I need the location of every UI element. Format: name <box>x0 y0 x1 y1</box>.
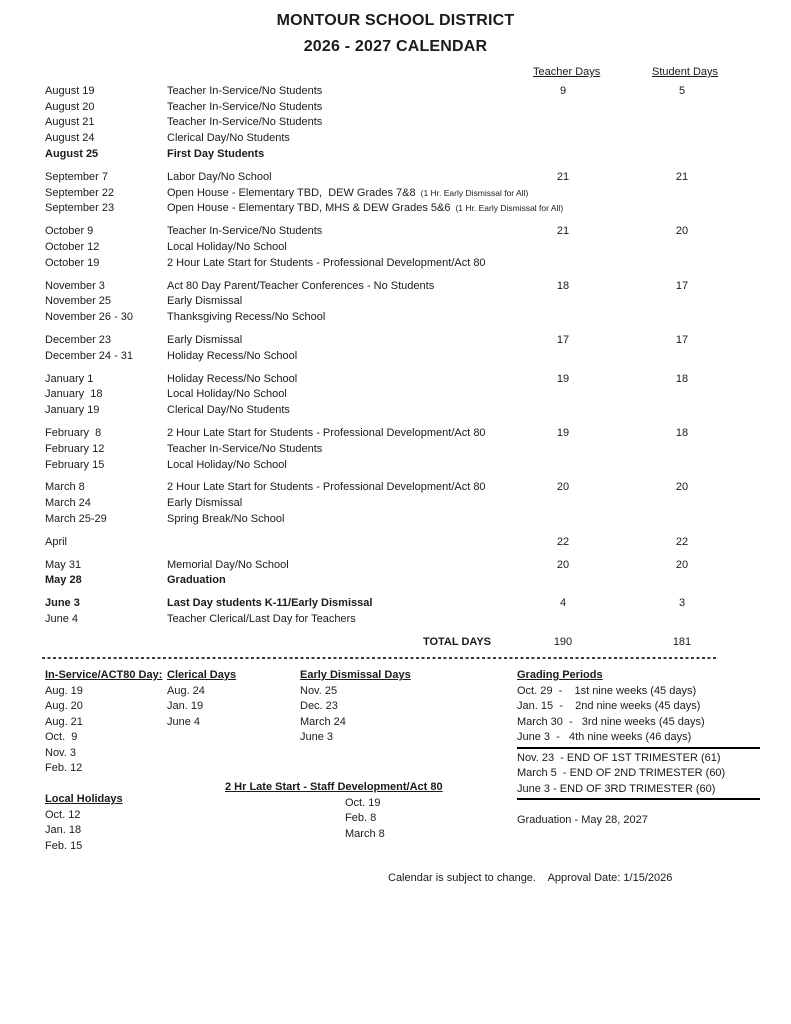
local-holiday-date: Jan. 18 <box>45 824 82 836</box>
event-date: August 20 <box>45 100 95 113</box>
calendar-row <box>0 310 791 326</box>
calendar-row <box>0 100 791 116</box>
calendar-table <box>0 84 791 628</box>
teacher-days-count: 21 <box>556 225 570 238</box>
calendar-row <box>0 458 791 474</box>
footer-note: Calendar is subject to change. Approval Date: 1/15/2026 <box>388 872 673 884</box>
student-days-count: 20 <box>675 481 689 494</box>
event-date: December 24 - 31 <box>45 349 134 362</box>
student-days-count: 17 <box>675 333 689 346</box>
calendar-row <box>0 333 791 349</box>
teacher-days-count <box>533 131 593 147</box>
total-days-row <box>0 635 791 651</box>
column-gap <box>593 310 652 326</box>
footnotes-section <box>0 668 791 878</box>
teacher-days-count: 22 <box>556 535 570 548</box>
event-description: Spring Break/No School <box>167 512 285 525</box>
column-gap <box>593 458 652 474</box>
clerical-day-date: Jan. 19 <box>167 700 204 712</box>
calendar-row <box>0 147 791 163</box>
teacher-days-count <box>533 100 593 116</box>
teacher-days-count <box>533 240 593 256</box>
event-date: August 21 <box>45 116 95 129</box>
calendar-row <box>0 426 791 442</box>
event-description: Local Holiday/No School <box>167 458 287 471</box>
column-gap <box>593 535 652 551</box>
grading-period-row: Oct. 29 - 1st nine weeks (45 days) <box>517 684 697 697</box>
grading-divider-rule <box>517 798 760 800</box>
event-date: January 18 <box>45 388 103 401</box>
event-description: Graduation <box>167 574 226 587</box>
column-gap <box>593 131 652 147</box>
calendar-month-group <box>0 480 791 527</box>
nine-weeks-list <box>517 684 762 746</box>
column-gap <box>593 186 652 202</box>
event-description: Teacher In-Service/No Students <box>167 225 323 238</box>
event-date: August 24 <box>45 132 95 145</box>
column-gap <box>593 496 652 512</box>
late-start-date: Feb. 8 <box>345 812 377 824</box>
teacher-days-count <box>533 612 593 628</box>
clerical-days-column <box>167 668 292 730</box>
column-gap <box>593 279 652 295</box>
calendar-month-group <box>0 558 791 590</box>
student-days-count <box>652 349 712 365</box>
calendar-row <box>0 387 791 403</box>
calendar-row <box>0 496 791 512</box>
student-days-count <box>652 496 712 512</box>
student-days-count: 18 <box>675 372 689 385</box>
calendar-row <box>0 256 791 272</box>
in-service-list <box>45 684 170 777</box>
column-gap <box>593 65 652 81</box>
teacher-days-count <box>533 147 593 163</box>
calendar-row <box>0 403 791 419</box>
column-gap <box>593 84 652 100</box>
local-holiday-date: Feb. 15 <box>45 839 83 852</box>
event-note: (1 Hr. Early Dismissal for All) <box>420 187 529 198</box>
calendar-row <box>0 535 791 551</box>
event-description: Early Dismissal <box>167 497 243 510</box>
event-description: Teacher In-Service/No Students <box>167 84 323 97</box>
student-days-count <box>652 573 712 589</box>
event-description: Open House - Elementary TBD, MHS & DEW Grades 5&6 (1 Hr. Early Dismissal for All) <box>167 202 564 215</box>
calendar-row <box>0 240 791 256</box>
column-gap <box>593 147 652 163</box>
column-gap <box>593 403 652 419</box>
in-service-date: Feb. 12 <box>45 762 83 774</box>
event-date: August 25 <box>45 147 99 160</box>
student-days-count: 18 <box>675 426 689 439</box>
clerical-day-date: June 4 <box>167 715 201 728</box>
in-service-date: Oct. 9 <box>45 731 78 743</box>
local-holidays-heading: Local Holidays <box>45 793 123 805</box>
clerical-days-list <box>167 684 292 731</box>
in-service-heading: In-Service/ACT80 Day: <box>45 669 163 681</box>
column-gap <box>593 100 652 116</box>
student-days-count <box>652 403 712 419</box>
event-date: April <box>45 535 68 548</box>
event-description: Teacher In-Service/No Students <box>167 116 323 129</box>
event-date: March 25-29 <box>45 512 107 525</box>
calendar-month-group <box>0 426 791 473</box>
event-description: Clerical Day/No Students <box>167 132 290 145</box>
event-description <box>167 535 533 551</box>
teacher-days-count: 19 <box>556 372 570 385</box>
column-gap <box>593 201 652 217</box>
total-days-label: TOTAL DAYS <box>422 635 491 648</box>
teacher-days-count <box>533 186 593 202</box>
column-gap <box>593 115 652 131</box>
event-note: (1 Hr. Early Dismissal for All) <box>455 203 564 214</box>
student-days-count <box>652 147 712 163</box>
student-days-count <box>652 186 712 202</box>
total-student-days: 181 <box>672 635 692 648</box>
late-start-list <box>225 796 475 843</box>
student-days-count: 20 <box>675 558 689 571</box>
teacher-days-count <box>533 201 593 217</box>
event-date: March 8 <box>45 481 85 494</box>
event-date: June 4 <box>45 612 79 625</box>
in-service-date: Aug. 19 <box>45 684 83 697</box>
event-date: May 28 <box>45 574 82 587</box>
calendar-row <box>0 186 791 202</box>
event-description: 2 Hour Late Start for Students - Professional Development/Act 80 <box>167 481 486 494</box>
event-date: September 7 <box>45 170 108 183</box>
event-description: Teacher In-Service/No Students <box>167 100 323 113</box>
calendar-row <box>0 224 791 240</box>
teacher-days-count <box>533 294 593 310</box>
in-service-date: Aug. 21 <box>45 715 83 728</box>
local-holidays-list <box>45 808 170 855</box>
column-gap <box>593 256 652 272</box>
student-days-count <box>652 442 712 458</box>
student-days-count: 5 <box>678 84 686 97</box>
clerical-day-date: Aug. 24 <box>167 684 205 697</box>
event-description: Early Dismissal <box>167 333 243 346</box>
grading-period-row: March 30 - 3rd nine weeks (45 days) <box>517 715 705 728</box>
calendar-month-group <box>0 372 791 419</box>
document-header <box>0 0 791 60</box>
column-gap <box>593 349 652 365</box>
event-date: January 19 <box>45 404 100 417</box>
event-date: February 15 <box>45 458 105 471</box>
calendar-row <box>0 372 791 388</box>
student-days-count <box>652 240 712 256</box>
teacher-days-count: 4 <box>559 597 567 610</box>
calendar-row <box>0 201 791 217</box>
grading-period-row: Jan. 15 - 2nd nine weeks (45 days) <box>517 700 701 712</box>
student-days-count <box>652 458 712 474</box>
calendar-row <box>0 480 791 496</box>
calendar-row <box>0 612 791 628</box>
student-days-count <box>652 256 712 272</box>
teacher-days-count <box>533 349 593 365</box>
event-description: Holiday Recess/No School <box>167 349 298 362</box>
student-days-count <box>652 100 712 116</box>
teacher-days-count: 18 <box>556 279 570 292</box>
teacher-days-count <box>533 403 593 419</box>
trimesters-list <box>517 751 762 798</box>
grading-periods-column <box>517 668 762 829</box>
section-divider <box>42 657 718 659</box>
column-gap <box>593 170 652 186</box>
late-start-date: March 8 <box>345 827 385 840</box>
early-dismissal-date: June 3 <box>300 731 334 743</box>
student-days-count <box>652 310 712 326</box>
calendar-row <box>0 573 791 589</box>
grading-divider-rule <box>517 747 760 749</box>
event-description: 2 Hour Late Start for Students - Professional Development/Act 80 <box>167 256 486 269</box>
column-gap <box>593 442 652 458</box>
column-gap <box>593 612 652 628</box>
column-gap <box>45 777 170 793</box>
teacher-days-header: Teacher Days <box>533 66 601 78</box>
event-description: Teacher In-Service/No Students <box>167 442 323 455</box>
calendar-month-group <box>0 279 791 326</box>
calendar-year-title: 2026 - 2027 CALENDAR <box>303 38 488 55</box>
event-date: February 12 <box>45 442 105 455</box>
early-dismissal-column <box>300 668 470 746</box>
early-dismissal-date: Nov. 25 <box>300 684 338 697</box>
column-gap <box>593 224 652 240</box>
event-date: September 22 <box>45 186 115 199</box>
calendar-month-group <box>0 535 791 551</box>
calendar-row <box>0 279 791 295</box>
teacher-days-count: 21 <box>556 170 570 183</box>
event-date: June 3 <box>45 597 80 610</box>
teacher-days-count <box>533 496 593 512</box>
student-days-count <box>652 612 712 628</box>
event-description: Local Holiday/No School <box>167 388 287 401</box>
column-gap <box>593 596 652 612</box>
event-description: Labor Day/No School <box>167 170 272 183</box>
event-date: February 8 <box>45 426 102 439</box>
teacher-days-count: 9 <box>559 84 567 97</box>
event-description: First Day Students <box>167 147 265 160</box>
teacher-days-count <box>533 310 593 326</box>
student-days-count: 22 <box>675 535 689 548</box>
event-date: October 19 <box>45 256 100 269</box>
column-headers <box>0 65 791 81</box>
column-gap <box>593 294 652 310</box>
calendar-month-group <box>0 84 791 163</box>
teacher-days-count <box>533 256 593 272</box>
early-dismissal-date: March 24 <box>300 715 346 728</box>
event-description: Open House - Elementary TBD, DEW Grades 7&8 (1 Hr. Early Dismissal for All) <box>167 186 529 199</box>
event-description: Local Holiday/No School <box>167 240 287 253</box>
student-days-count <box>652 131 712 147</box>
teacher-days-count <box>533 458 593 474</box>
calendar-row <box>0 84 791 100</box>
early-dismissal-date: Dec. 23 <box>300 700 338 712</box>
column-gap <box>593 512 652 528</box>
event-description: Act 80 Day Parent/Teacher Conferences - No Students <box>167 279 435 292</box>
student-days-count: 3 <box>678 597 686 610</box>
student-days-count: 17 <box>675 279 689 292</box>
calendar-month-group <box>0 170 791 217</box>
event-description: Teacher Clerical/Last Day for Teachers <box>167 612 356 625</box>
column-gap <box>593 558 652 574</box>
teacher-days-count <box>533 512 593 528</box>
student-days-count <box>652 294 712 310</box>
event-description: Holiday Recess/No School <box>167 372 298 385</box>
early-dismissal-list <box>300 684 470 746</box>
event-date: November 3 <box>45 279 105 292</box>
late-start-heading: 2 Hr Late Start - Staff Development/Act 80 <box>225 781 443 793</box>
calendar-month-group <box>0 333 791 365</box>
trimester-row: Nov. 23 - END OF 1ST TRIMESTER (61) <box>517 751 721 764</box>
student-days-count <box>652 387 712 403</box>
column-gap <box>593 573 652 589</box>
district-title: MONTOUR SCHOOL DISTRICT <box>276 12 515 29</box>
event-date: March 24 <box>45 497 91 510</box>
event-date: August 19 <box>45 84 95 97</box>
event-description: Last Day students K-11/Early Dismissal <box>167 597 373 610</box>
event-description: Early Dismissal <box>167 295 243 308</box>
teacher-days-count <box>533 442 593 458</box>
column-gap <box>593 240 652 256</box>
event-date: November 25 <box>45 295 112 308</box>
teacher-days-count: 20 <box>556 481 570 494</box>
calendar-row <box>0 442 791 458</box>
teacher-days-count <box>533 387 593 403</box>
student-days-count: 21 <box>675 170 689 183</box>
calendar-month-group <box>0 596 791 628</box>
event-date: September 23 <box>45 202 115 215</box>
event-date: January 1 <box>45 372 94 385</box>
teacher-days-count <box>533 573 593 589</box>
student-days-header: Student Days <box>652 66 719 78</box>
calendar-row <box>0 558 791 574</box>
event-date: May 31 <box>45 558 82 571</box>
column-gap <box>593 333 652 349</box>
calendar-row <box>0 596 791 612</box>
event-description: Clerical Day/No Students <box>167 404 290 417</box>
column-gap <box>593 372 652 388</box>
event-date: December 23 <box>45 333 112 346</box>
event-date: October 9 <box>45 225 94 238</box>
clerical-days-heading: Clerical Days <box>167 669 237 681</box>
teacher-days-count: 20 <box>556 558 570 571</box>
late-start-block <box>225 780 475 842</box>
event-date: October 12 <box>45 240 100 253</box>
calendar-row <box>0 115 791 131</box>
calendar-row <box>0 131 791 147</box>
description-column-spacer <box>167 65 533 81</box>
teacher-days-count: 17 <box>556 333 570 346</box>
local-holiday-date: Oct. 12 <box>45 808 81 821</box>
event-date: November 26 - 30 <box>45 311 134 324</box>
event-description: Thanksgiving Recess/No School <box>167 311 326 324</box>
column-gap <box>593 387 652 403</box>
calendar-month-group <box>0 224 791 271</box>
in-service-date: Nov. 3 <box>45 746 76 759</box>
student-days-count <box>652 115 712 131</box>
calendar-row <box>0 512 791 528</box>
teacher-days-count: 19 <box>556 426 570 439</box>
trimester-row: March 5 - END OF 2ND TRIMESTER (60) <box>517 767 726 779</box>
event-description: 2 Hour Late Start for Students - Professional Development/Act 80 <box>167 426 486 439</box>
total-teacher-days: 190 <box>553 635 573 648</box>
column-gap <box>593 426 652 442</box>
student-days-count <box>652 201 712 217</box>
in-service-column <box>45 668 170 854</box>
teacher-days-count <box>533 115 593 131</box>
grading-periods-heading: Grading Periods <box>517 669 603 681</box>
graduation-note: Graduation - May 28, 2027 <box>517 814 648 826</box>
grading-period-row: June 3 - 4th nine weeks (46 days) <box>517 731 692 743</box>
late-start-date: Oct. 19 <box>345 796 381 809</box>
calendar-row <box>0 294 791 310</box>
early-dismissal-heading: Early Dismissal Days <box>300 669 411 681</box>
date-column-spacer <box>45 65 167 81</box>
student-days-count <box>652 512 712 528</box>
calendar-row <box>0 170 791 186</box>
trimester-row: June 3 - END OF 3RD TRIMESTER (60) <box>517 782 716 795</box>
student-days-count: 20 <box>675 225 689 238</box>
calendar-row <box>0 349 791 365</box>
event-description: Memorial Day/No School <box>167 558 289 571</box>
column-gap <box>593 480 652 496</box>
in-service-date: Aug. 20 <box>45 700 83 712</box>
